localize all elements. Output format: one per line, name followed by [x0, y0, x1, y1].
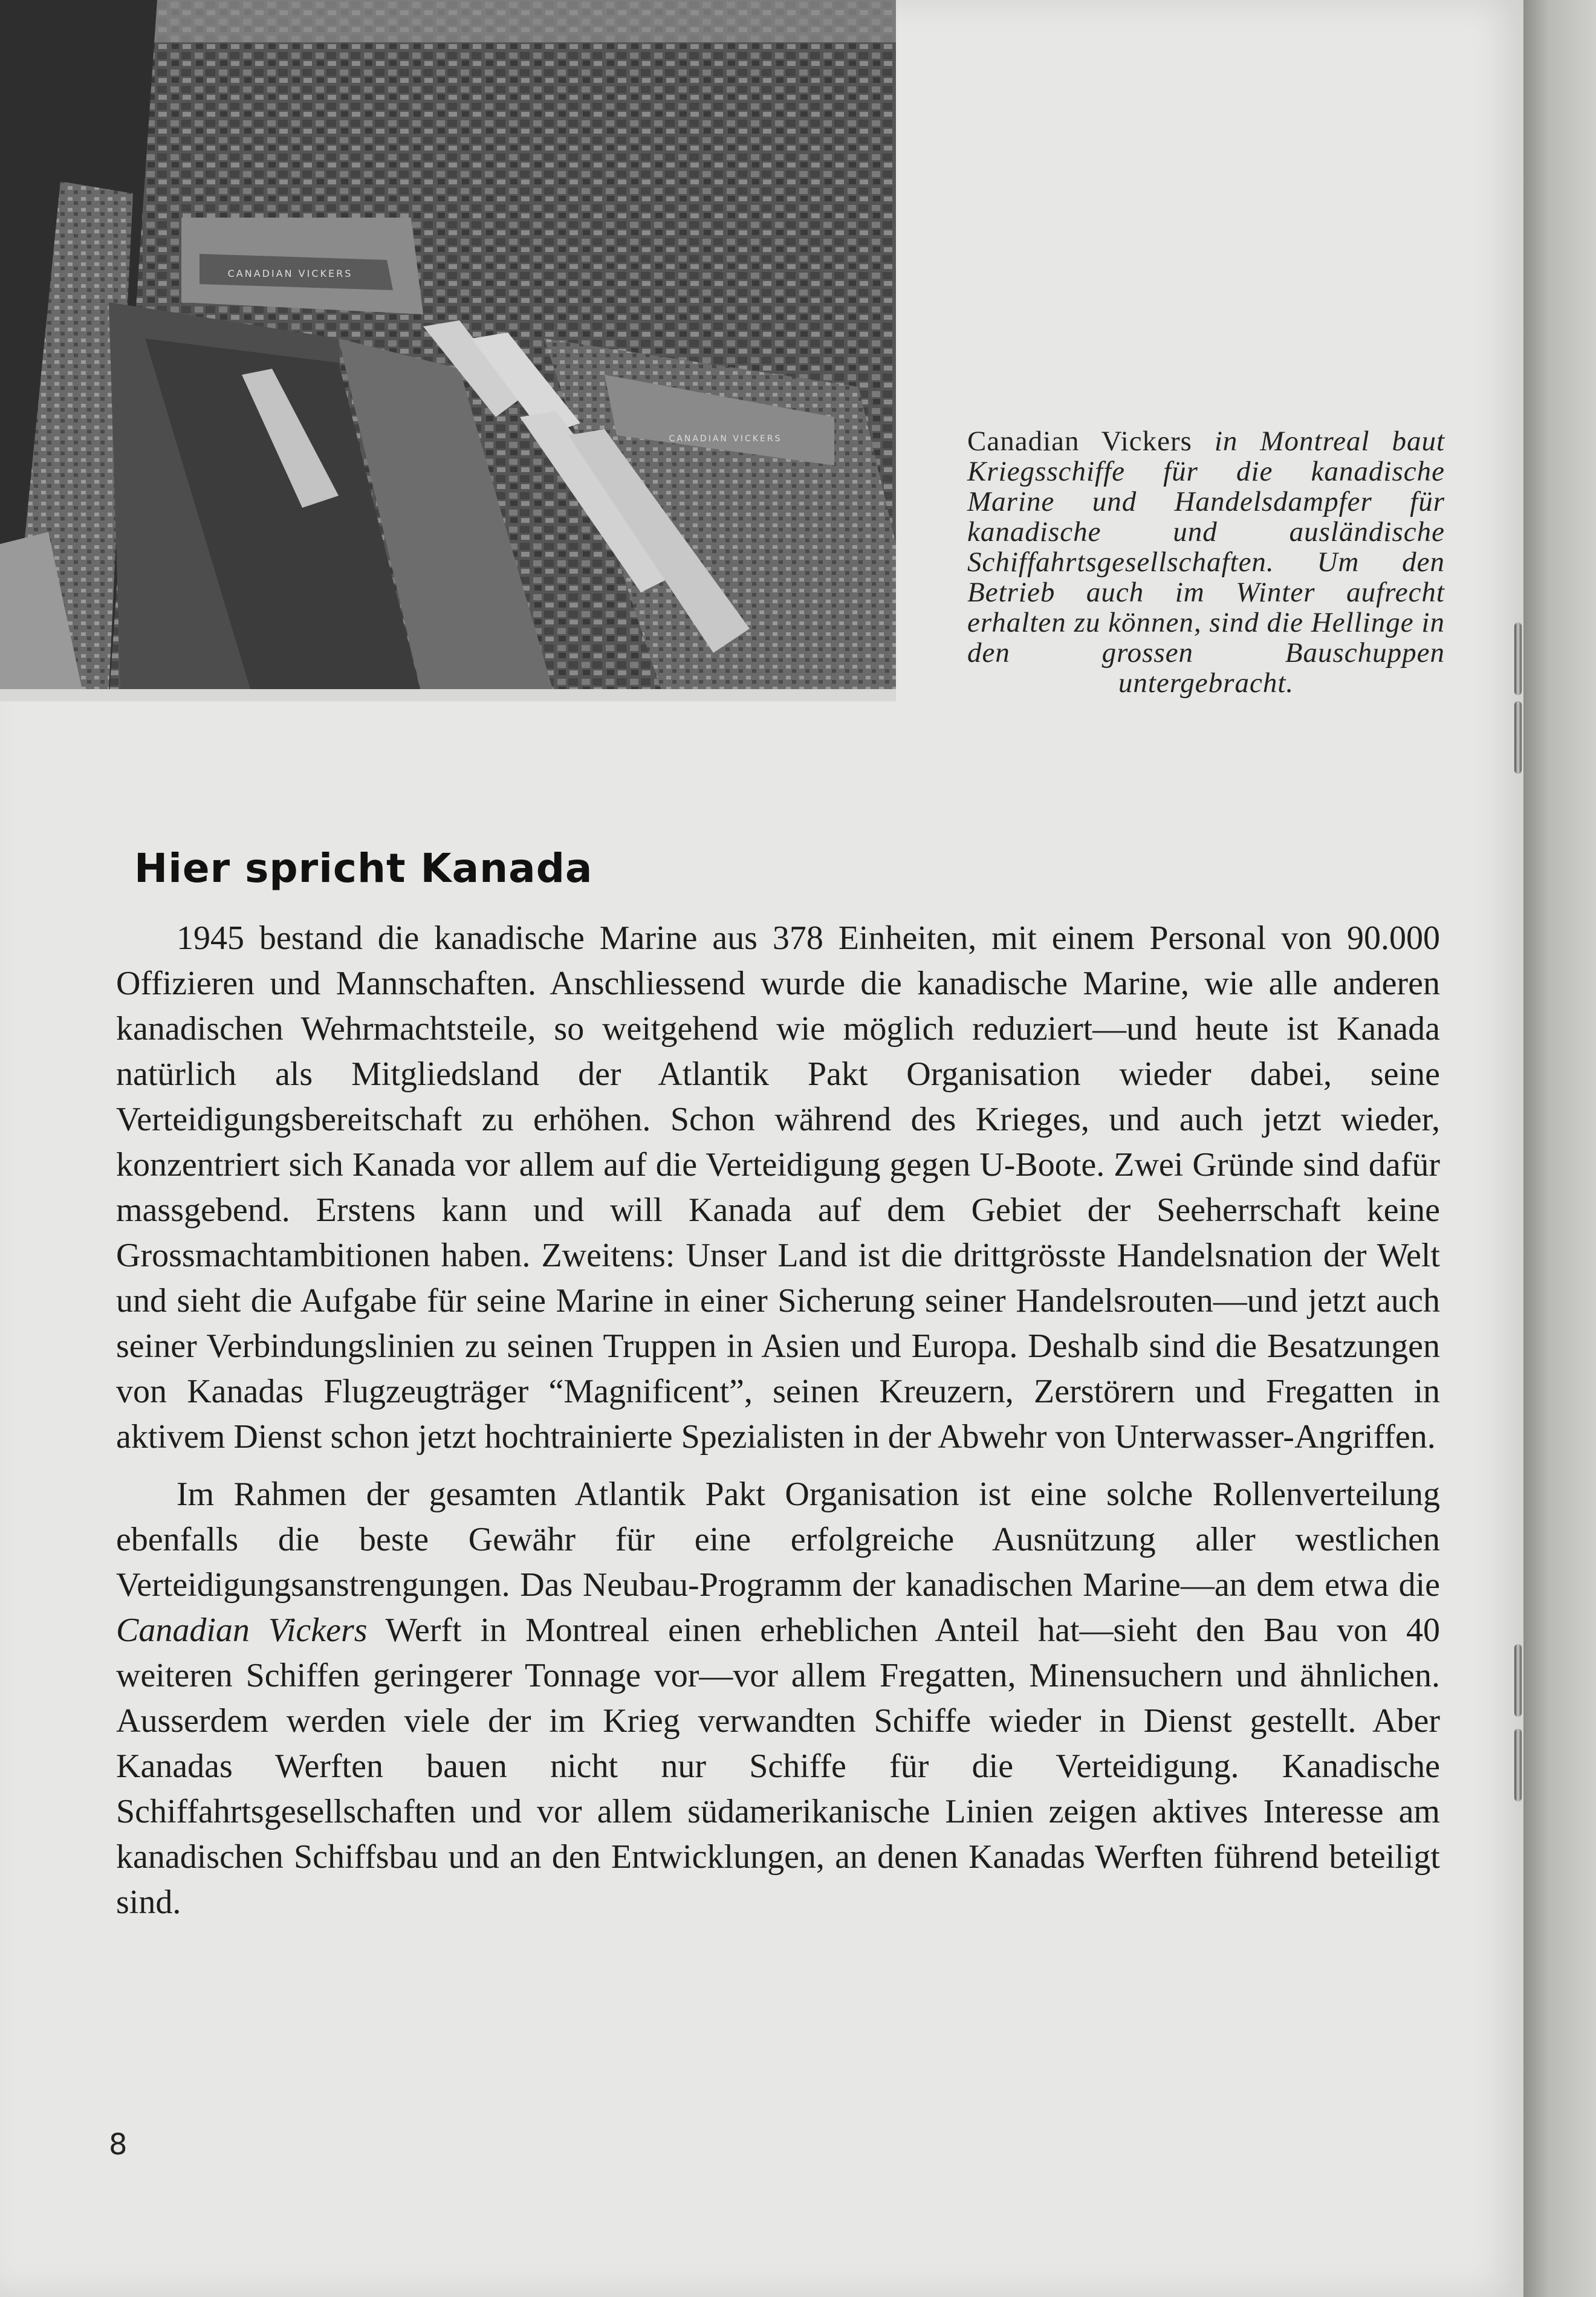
next-page-edge — [1523, 0, 1596, 2297]
paragraph-2 — [116, 1472, 1440, 1925]
article-body — [116, 916, 1440, 1937]
paragraph-1: 1945 bestand die kanadische Marine aus 378 Einheiten, mit einem Personal von 90.000 Offizieren und Mannschaften. Anschliessend wurde die kanadische Marine, wie alle anderen kanadischen Wehrmachtsteile, so weitgehend wie möglich reduziert—und heute ist Kanada natürlich als Mitgliedsland der Atlantik Pakt Organisation wieder dabei, seine Verteidigungsbereitschaft zu erhöhen. Schon während des Krieges, und auch jetzt wieder, konzentriert sich Kanada vor allem auf die Verteidigung gegen U-Boote. Zwei Gründe sind dafür massgebend. Erstens kann und will Kanada auf dem Gebiet der Seeherrschaft keine Grossmachtambitionen haben. Zweitens: Unser Land ist die drittgrösste Handelsnation der Welt und sieht die Aufgabe für seine Marine in einer Sicherung seiner Handelsrouten—und jetzt auch seiner Verbindungslinien zu seinen Truppen in Asien und Europa. Deshalb sind die Besatzungen von Kanadas Flugzeugträger “Magnificent”, seinen Kreuzern, Zerstörern und Fregatten in aktivem Dienst schon jetzt hochtrainierte Spezialisten in der Abwehr von Unterwasser-Angriffen. — [116, 919, 1440, 1456]
section-heading: Hier spricht Kanada — [134, 845, 593, 892]
paragraph-2-part-1: Im Rahmen der gesamten Atlantik Pakt Organisation ist eine solche Rollenverteilung ebenfalls die beste Gewähr für eine erfolgreiche Ausnützung aller westlichen Verteidigungsanstrengungen. Das Neubau-Programm der kanadischen Marine—an dem etwa die — [116, 1476, 1440, 1604]
caption-company-name: Canadian Vickers — [967, 426, 1192, 457]
binding-staple — [1514, 701, 1522, 774]
photo-caption — [967, 426, 1445, 698]
paragraph-2-italic: Canadian Vickers — [116, 1612, 368, 1649]
caption-text: in Montreal baut Kriegsschiffe für die kanadische Marine und Handelsdampfer für kanadische und ausländische Schiffahrtsgesellschaften. Um den Betrieb auch im Winter aufrecht erhalten zu können, sind die Hellinge in den grossen Bauschuppen untergebracht. — [967, 426, 1445, 699]
binding-staple — [1514, 1644, 1522, 1717]
binding-staple — [1514, 623, 1522, 695]
page-number: 8 — [109, 2128, 128, 2162]
shipyard-photo — [0, 0, 896, 701]
shipyard-sign: CANADIAN VICKERS — [227, 268, 353, 279]
paragraph-2-part-2: Werft in Montreal einen erheblichen Anteil hat—sieht den Bau von 40 weiteren Schiffen geringerer Tonnage vor—vor allem Fregatten, Minensuchern und ähnlichen. Ausserdem werden viele der im Krieg verwandten Schiffe wieder in Dienst gestellt. Aber Kanadas Werften bauen nicht nur Schiffe für die Verteidigung. Kanadische Schiffahrtsgesellschaften und vor allem südamerikanische Linien zeigen aktives Interesse am kanadischen Schiffsbau und an den Entwicklungen, an denen Kanadas Werften führend beteiligt sind. — [116, 1612, 1440, 1921]
shipyard-sign-2: CANADIAN VICKERS — [669, 434, 782, 444]
binding-staple — [1514, 1729, 1522, 1801]
shipyard-illustration — [0, 0, 896, 701]
